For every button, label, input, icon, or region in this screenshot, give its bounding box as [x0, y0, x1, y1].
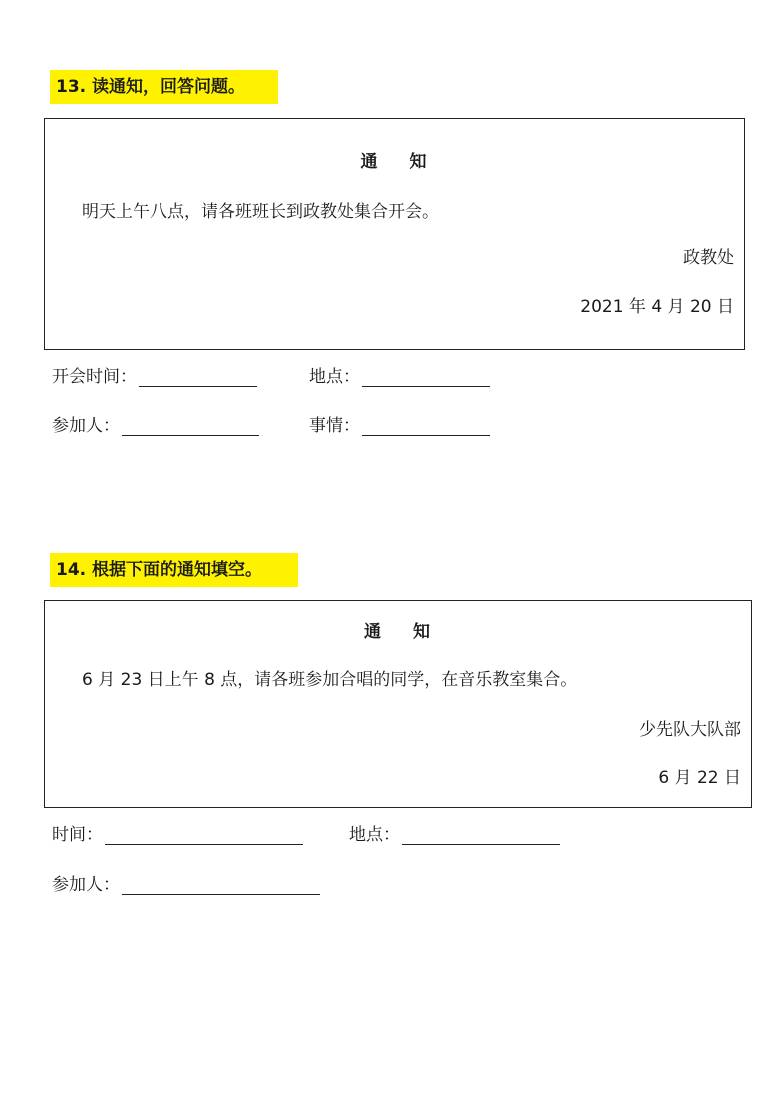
location-blank-13[interactable]	[362, 370, 490, 387]
location-label: 地点：	[309, 367, 360, 387]
location-field-13	[309, 362, 490, 387]
question-13-heading: 13. 读通知，回答问题。	[50, 70, 278, 104]
notice-title	[45, 147, 744, 172]
time-label: 时间：	[52, 825, 103, 845]
notice-body: 明天上午八点，请各班班长到政教处集合开会。	[82, 202, 439, 222]
question-14-heading: 14. 根据下面的通知填空。	[50, 553, 298, 587]
matter-field	[309, 411, 490, 436]
participants-blank-13[interactable]	[122, 419, 259, 436]
participants-field-14	[52, 870, 320, 895]
notice-title-char-2: 知	[409, 152, 429, 172]
matter-blank[interactable]	[362, 419, 490, 436]
notice-sender: 政教处	[683, 248, 734, 268]
notice-box-13	[44, 118, 745, 350]
notice-sender: 少先队大队部	[639, 720, 741, 740]
meeting-time-field	[52, 362, 257, 387]
notice-body: 6 月 23 日上午 8 点，请各班参加合唱的同学，在音乐教室集合。	[82, 670, 578, 690]
time-blank-14[interactable]	[105, 828, 303, 845]
participants-label: 参加人：	[52, 416, 120, 436]
notice-title-char-1: 通	[364, 622, 383, 642]
notice-date: 2021 年 4 月 20 日	[580, 297, 734, 317]
notice-title-char-2: 知	[413, 622, 432, 642]
meeting-time-blank[interactable]	[139, 370, 257, 387]
notice-title	[45, 617, 751, 642]
time-field-14	[52, 820, 303, 845]
notice-box-14	[44, 600, 752, 808]
notice-date: 6 月 22 日	[658, 768, 741, 788]
participants-field-13	[52, 411, 259, 436]
notice-title-char-1: 通	[360, 152, 380, 172]
location-label: 地点：	[349, 825, 400, 845]
location-blank-14[interactable]	[402, 828, 560, 845]
participants-label: 参加人：	[52, 875, 120, 895]
location-field-14	[349, 820, 560, 845]
meeting-time-label: 开会时间：	[52, 367, 137, 387]
matter-label: 事情：	[309, 416, 360, 436]
participants-blank-14[interactable]	[122, 878, 320, 895]
